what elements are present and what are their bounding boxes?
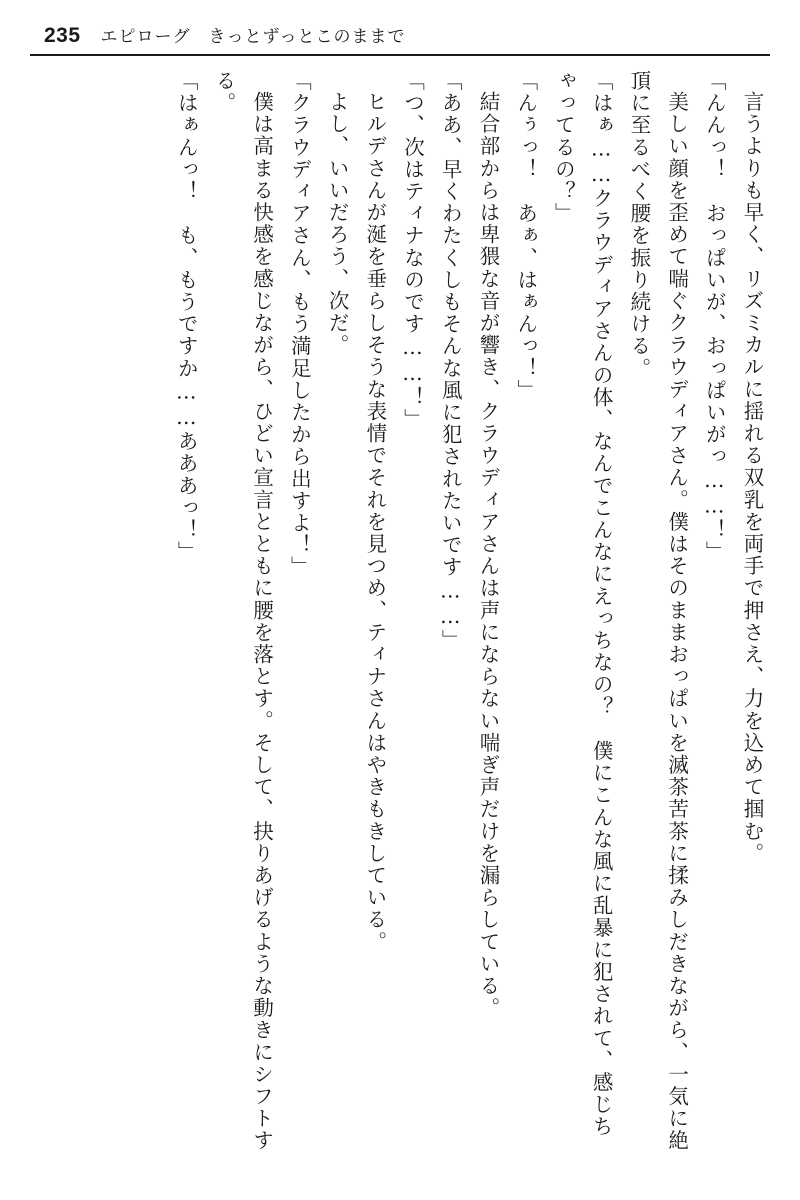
paragraph: 僕は高まる快感を感じながら、ひどい宣言とともに腰を落とす。そして、抉りあげるような動きにシフトする。 (211, 70, 274, 1152)
running-head (30, 18, 770, 56)
paragraph: 言うよりも早く、リズミカルに揺れる双乳を両手で押さえ、力を込めて掴む。 (740, 90, 764, 864)
vertical-text-block (30, 70, 770, 1155)
chapter-title: エピローグ きっとずっとこのままで (100, 27, 406, 47)
paragraph: 「んんっ！ おっぱいが、おっぱいがっ……！」 (702, 70, 727, 564)
paragraph: 「クラウディアさん、もう満足したから出すよ！」 (287, 70, 312, 579)
paragraph: 美しい顔を歪めて喘ぐクラウディアさん。僕はそのままおっぱいを滅茶苦茶に揉みしだきながら、一気に絶頂に至るべく腰を振り続ける。 (626, 70, 689, 1152)
paragraph: 「ああ、早くわたくしもそんな風に犯されたいです……」 (438, 70, 463, 652)
paragraph: 「はぁんっ！ も、もうですか……あああっ！」 (174, 70, 199, 564)
paragraph: 結合部からは卑猥な音が響き、クラウディアさんは声にならない喘ぎ声だけを漏らしている。 (475, 90, 500, 1019)
paragraph: 「はぁ……クラウディアさんの体、なんでこんなにえっちなの？ 僕にこんな風に乱暴に犯されて、感じちゃってるの？」 (551, 70, 614, 1138)
paragraph: ヒルデさんが涎を垂らしそうな表情でそれを見つめ、ティナさんはやきもきしている。 (362, 90, 387, 953)
page-number: 235 (44, 24, 81, 47)
paragraph: 「んぅっ！ あぁ、はぁんっ！」 (513, 70, 538, 402)
body-text-area (30, 70, 770, 1180)
paragraph: よし、いいだろう、次だ。 (325, 90, 350, 356)
paragraph: 「つ、次はティナなのです……！」 (400, 70, 425, 431)
